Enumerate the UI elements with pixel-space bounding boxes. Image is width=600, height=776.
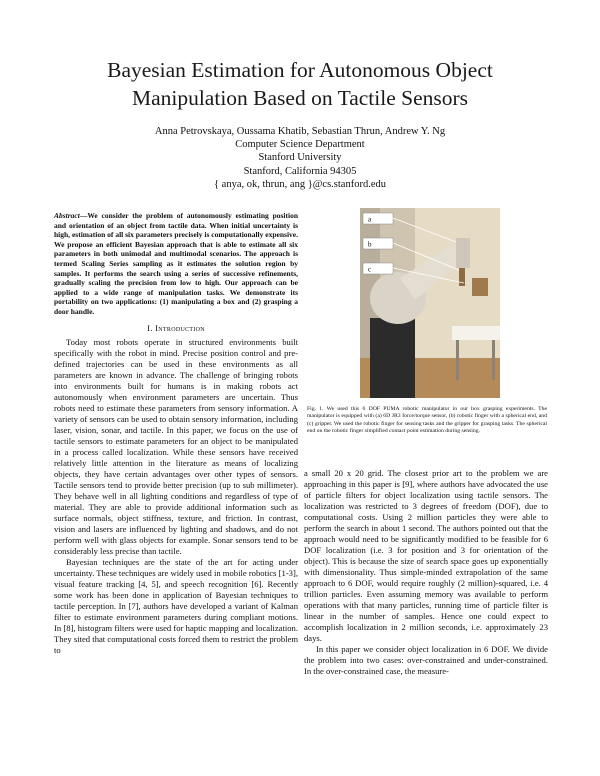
section-heading: [54, 323, 298, 334]
left-column: [54, 211, 298, 656]
abstract: [54, 211, 298, 317]
photo-object: [472, 278, 488, 296]
photo-table-leg-1: [456, 340, 459, 380]
photo-robot-base: [370, 318, 415, 398]
title-line-1: Bayesian Estimation for Autonomous Object: [107, 58, 493, 82]
photo-table-leg-2: [492, 340, 495, 380]
label-c: c: [368, 265, 372, 274]
photo-robot-wrist: [456, 238, 470, 268]
intro-paragraph-3: a small 20 x 20 grid. The closest prior art to the problem we are approaching in this paper is [9], where authors have advocated the use of particle filters for object localization using tactile sensors. The localization was restricted to 3 degrees of freedom (DOF), due to computational costs. Using 2 million particles they were able to perform the search in about 1 second. The authors pointed out that the approach would need to be significantly modified to be feasible for 6 DOF localization (i.e. 3 for position and 3 for orientation of the object). This is because the size of search space goes up exponentially with dimensionality. Thus simple-minded extrapolation of the same approach to 6 DOF, would require roughly (2 million)-squared, i.e. 4 trillion particles. Even assuming memory was available to perform operations with that many particles, running time of particle filter is linear in the number of samples. Hence one could expect to accomplish localization in 2 million seconds, i.e. approximately 23 days.: [304, 468, 548, 643]
figure-caption: Fig. 1. We used this 6 DOF PUMA robotic manipulator in our box grasping experiments. The manipulator is equipped with (a) 6D JR3 force/torque sensor, (b) robotic finger with a spherical end, and (c) gripper. We used the robotic finger for sensing tasks and the gripper for grasping tasks. The spherical end on the robotic finger simplified contact point estimation during sensing.: [307, 406, 547, 434]
affiliation-city: Stanford, California 94305: [243, 165, 357, 177]
paper-title: [0, 56, 600, 112]
label-a: a: [368, 215, 372, 224]
section-numeral: I.: [147, 322, 153, 333]
affiliation-email: { anya, ok, thrun, ang }@cs.stanford.edu: [214, 178, 386, 190]
intro-paragraph-4: In this paper we consider object localization in 6 DOF. We divide the problem into two cases: over-constrained and under-constrained. In the over-constrained case, the measure-: [304, 644, 548, 676]
affiliation-university: Stanford University: [258, 152, 342, 164]
robot-photo: [360, 208, 500, 398]
photo-table-top: [452, 326, 500, 340]
author-block: [0, 125, 600, 191]
affiliation-dept: Computer Science Department: [235, 139, 365, 151]
label-b: b: [368, 240, 372, 249]
robot-figure: [360, 208, 500, 398]
section-title: Introduction: [155, 322, 205, 333]
photo-robot-gripper: [459, 268, 465, 286]
title-line-2: Manipulation Based on Tactile Sensors: [131, 86, 469, 110]
intro-paragraph-1: Today most robots operate in structured environments built specifically with the robot in mind. Precise position control and pre-defined trajectories can be used in these environments as all parameters are known in advance. The challenge of bringing robots into environments built for humans is in making robots act autonomously when environment parameters are uncertain. Thus robots need to estimate these parameters from sensory information. A variety of sensors can be used to obtain sensory information, including laser, vision, sonar, and tactile. In this paper, we focus on the use of tactile sensors to estimate parameters for an object to be manipulated in a process called localization. While these sensors have received relatively little attention in the literature as means of localizing objects, they have certain advantages over other types of sensors. Tactile sensors tend to provide better precision (up to sub millimeter). They behave well in all lighting conditions and regardless of type of material. They are able to provide additional information such as surface normals, object stiffness, texture, and friction. In contrast, vision and lasers are influenced by lighting and shadows, and do not perform well with glass objects for example. Sonar sensors tend to be considerably less precise than tactile.: [54, 336, 298, 556]
abstract-label: Abstract: [54, 211, 80, 220]
intro-paragraph-2: Bayesian techniques are the state of the art for acting under uncertainty. These techniques are widely used in mobile robotics [1-3], visual feature tracking [4, 5], and speech recognition [6]. Recently some work has been done in application of Bayesian techniques to tactile perception. In [7], authors have developed a variant of Kalman filter to estimate environment parameters during compliant motions. In [8], histogram filters were used for haptic mapping and localization. They sited that computational costs forced them to restrict the problem to: [54, 556, 298, 655]
right-column: [304, 468, 548, 677]
author-names: Anna Petrovskaya, Oussama Khatib, Sebastian Thrun, Andrew Y. Ng: [154, 126, 446, 137]
abstract-text: —We consider the problem of autonomously estimating position and orientation of an object from tactile data. When initial uncertainty is high, estimation of all six parameters precisely is computationally expensive. We propose an efficient Bayesian approach that is able to estimate all six parameters in both unimodal and multimodal scenarios. The approach is termed Scaling Series sampling as it estimates the solution region by samples. It performs the search using a series of successive refinements, gradually scaling the precision from low to high. Our approach can be applied to a wide range of manipulation tasks. We demonstrate its portability on two applications: (1) manipulating a box and (2) grasping a door handle.: [54, 211, 298, 316]
